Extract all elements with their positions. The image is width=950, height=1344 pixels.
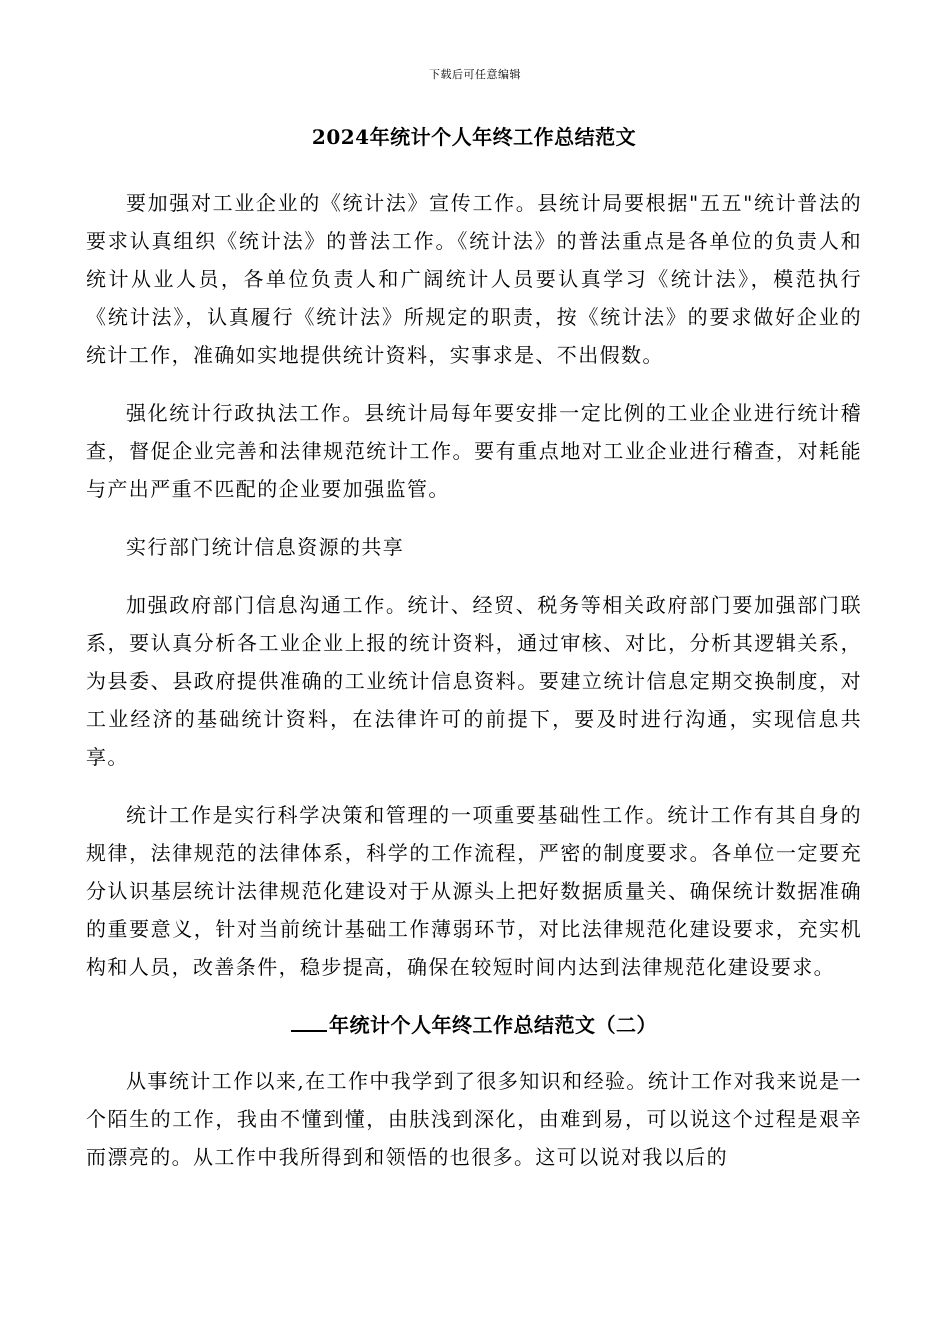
document-title: 2024年统计个人年终工作总结范文 — [311, 125, 637, 149]
fill-in-blank — [291, 1012, 327, 1032]
document-body — [86, 122, 862, 1196]
paragraph-6: 从事统计工作以来,在工作中我学到了很多知识和经验。统计工作对我来说是一个陌生的工作，我由不懂到懂，由肤浅到深化，由难到易，可以说这个过程是艰辛而漂亮的。从工作中我所得到和领悟的也很多。这可以说对我以后的 — [86, 1069, 862, 1169]
section-subtitle — [86, 1010, 862, 1040]
paragraph-5: 统计工作是实行科学决策和管理的一项重要基础性工作。统计工作有其自身的规律，法律规范的法律体系，科学的工作流程，严密的制度要求。各单位一定要充分认识基层统计法律规范化建设对于从源头上把好数据质量关、确保统计数据准确的重要意义，针对当前统计基础工作薄弱环节，对比法律规范化建设要求，充实机构和人员，改善条件，稳步提高，确保在较短时间内达到法律规范化建设要求。 — [86, 803, 862, 979]
header-note: 下载后可任意编辑 — [429, 68, 521, 81]
paragraph-3: 实行部门统计信息资源的共享 — [126, 535, 405, 559]
paragraph-4: 加强政府部门信息沟通工作。统计、经贸、税务等相关政府部门要加强部门联系，要认真分析各工业企业上报的统计资料，通过审核、对比，分析其逻辑关系，为县委、县政府提供准确的工业统计信息资料。要建立统计信息定期交换制度，对工业经济的基础统计资料，在法律许可的前提下，要及时进行沟通，实现信息共享。 — [86, 593, 862, 769]
paragraph-2: 强化统计行政执法工作。县统计局每年要安排一定比例的工业企业进行统计稽查，督促企业完善和法律规范统计工作。要有重点地对工业企业进行稽查，对耗能与产出严重不匹配的企业要加强监管。 — [86, 401, 862, 501]
paragraph-1: 要加强对工业企业的《统计法》宣传工作。县统计局要根据"五五"统计普法的要求认真组织《统计法》的普法工作。《统计法》的普法重点是各单位的负责人和统计从业人员，各单位负责人和广阔统计人员要认真学习《统计法》，模范执行《统计法》，认真履行《统计法》所规定的职责，按《统计法》的要求做好企业的统计工作，准确如实地提供统计资料，实事求是、不出假数。 — [86, 191, 862, 367]
section-subtitle-text: 年统计个人年终工作总结范文（二） — [329, 1013, 657, 1037]
